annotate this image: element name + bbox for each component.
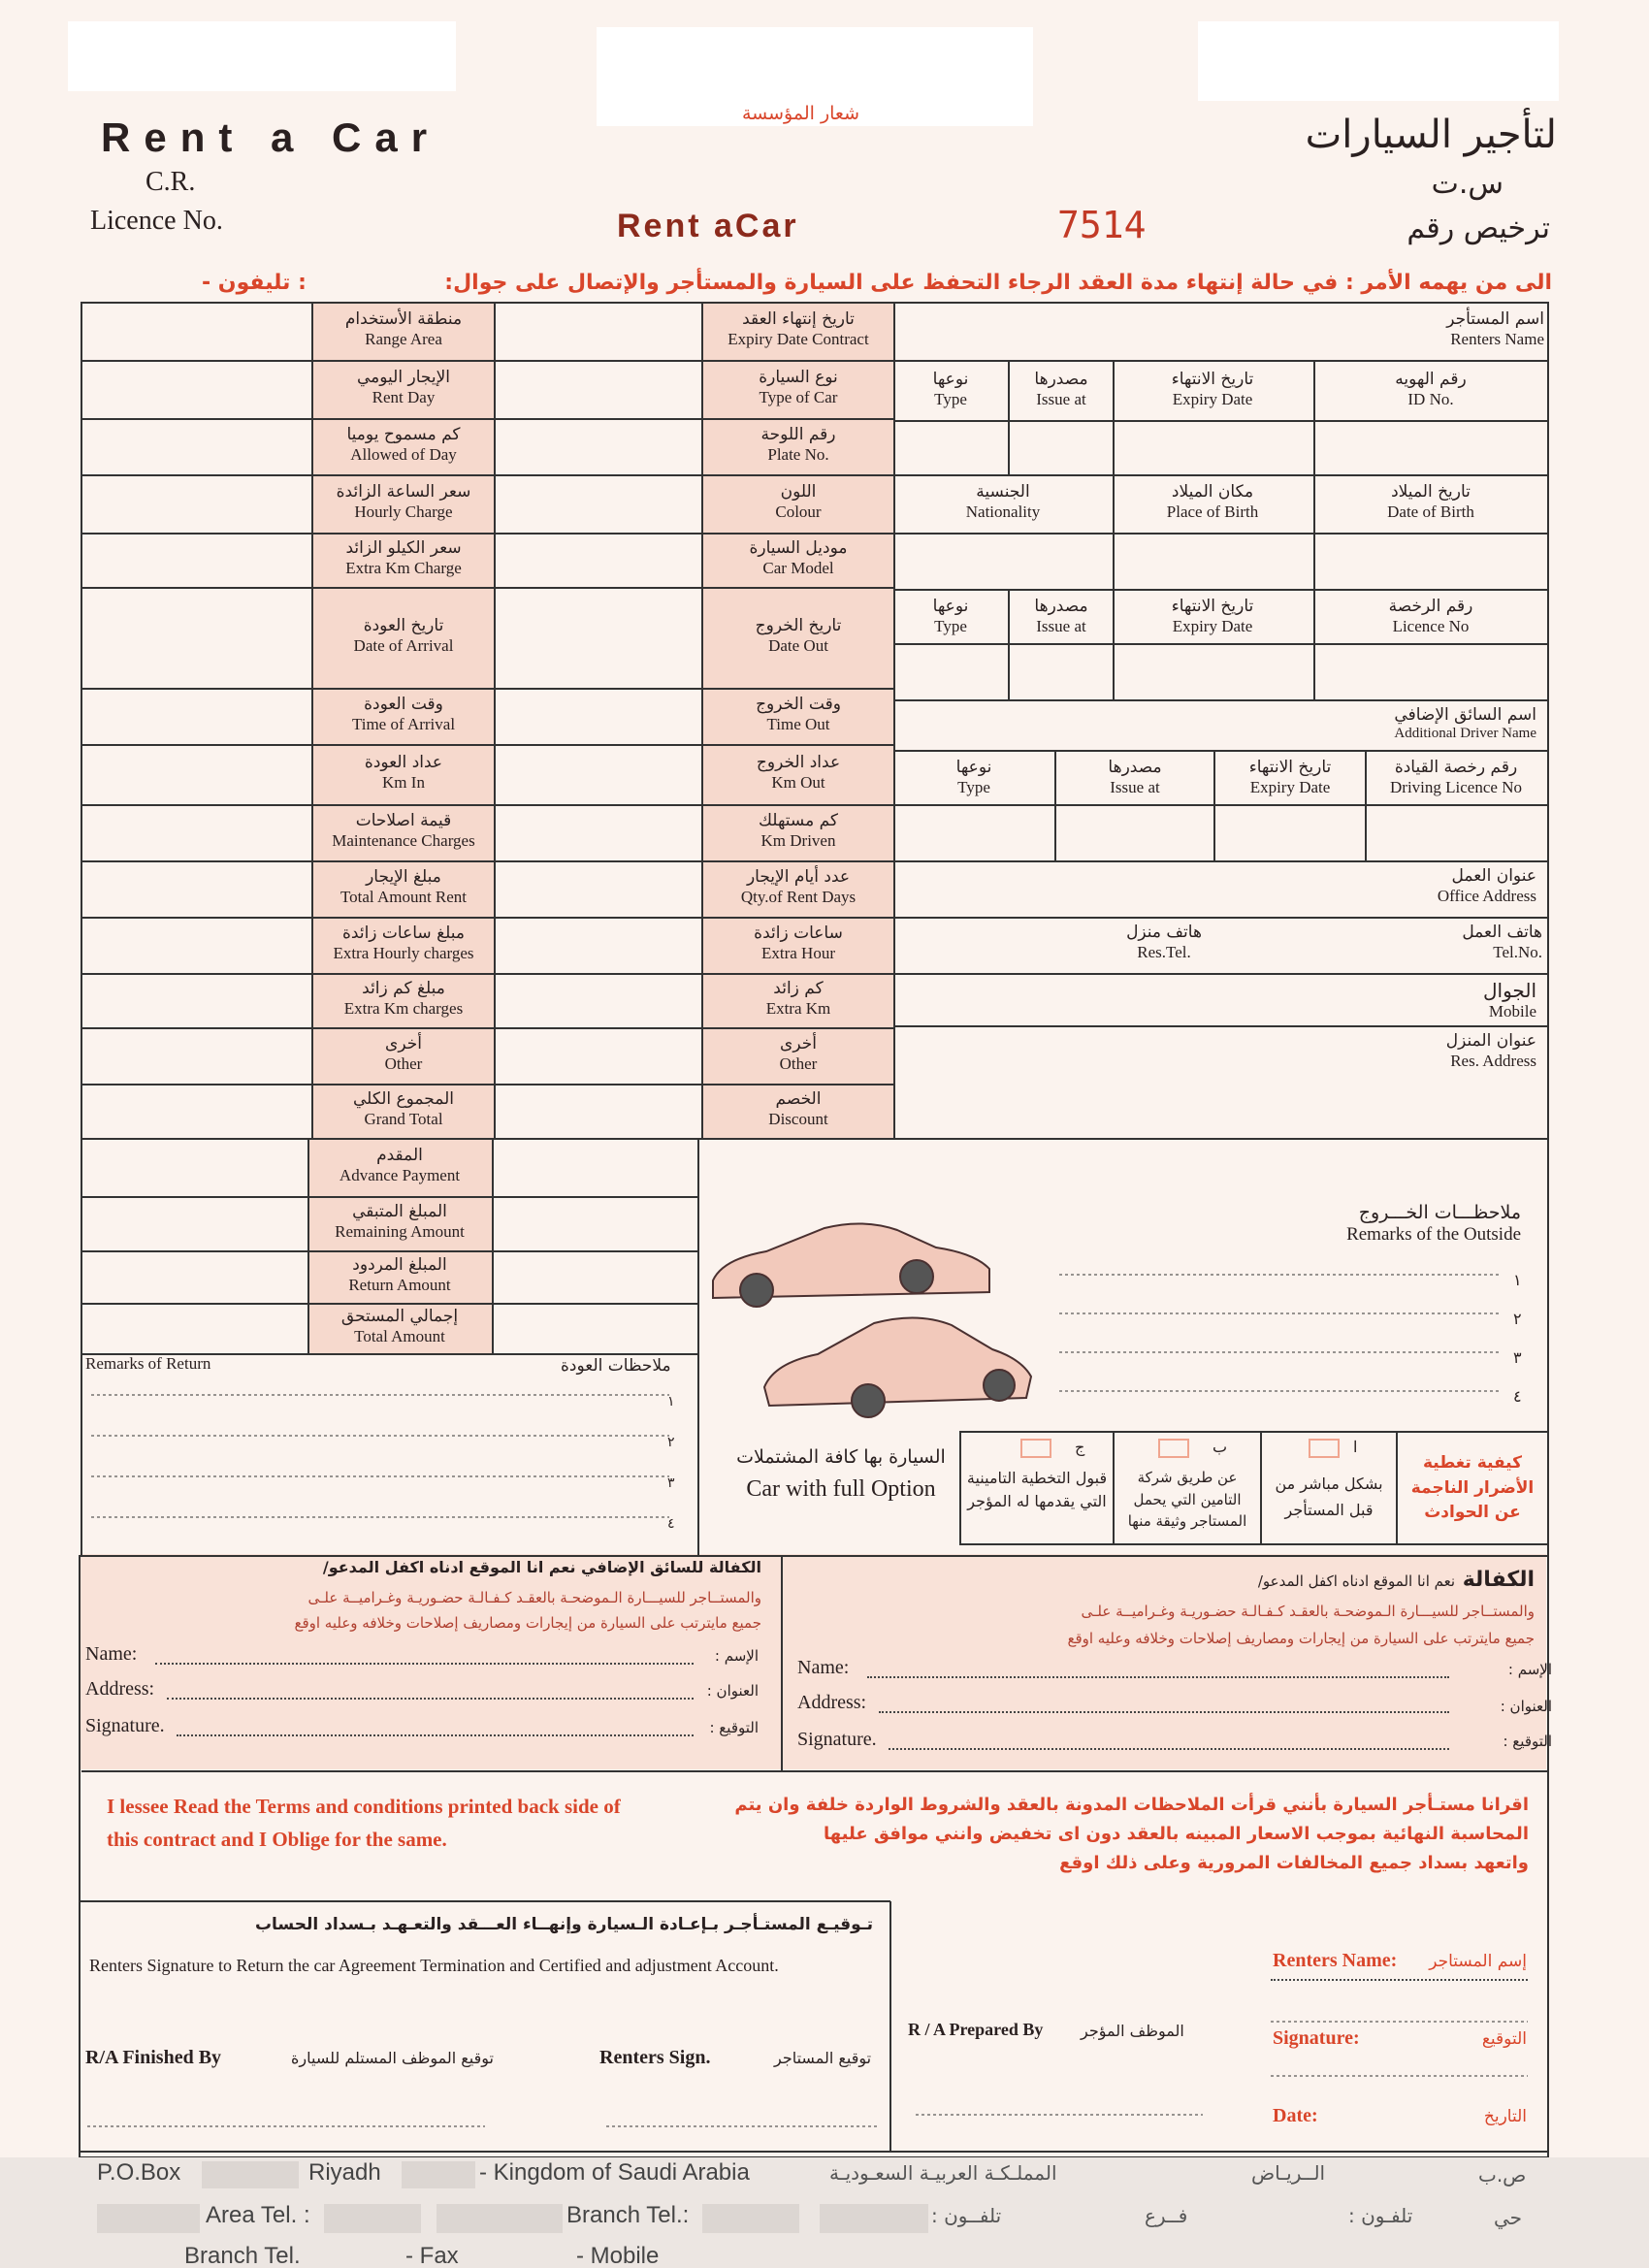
finished-by-label: R/A Finished By <box>85 2047 222 2068</box>
dl-issue-label: مصدرها Issue at <box>1108 758 1162 796</box>
mid-field-label: ساعات زائدة Extra Hour <box>754 923 843 962</box>
id-issue-label: مصدرها Issue at <box>1034 370 1088 408</box>
guarantee-left-name-ar: الإسم : <box>714 1647 759 1665</box>
licence-label: Licence No. <box>90 206 223 236</box>
terms-en-2: this contract and I Oblige for the same. <box>107 1828 447 1851</box>
guarantee-left-name-line <box>155 1663 694 1665</box>
terms-en-1: I lessee Read the Terms and conditions printed back side of <box>107 1795 621 1818</box>
guarantee-right-name: Name: <box>797 1657 850 1678</box>
cr-label: C.R. <box>146 167 196 197</box>
left-field-label: قيمة اصلاحات Maintenance Charges <box>332 811 475 850</box>
footer-mobile: - Mobile <box>576 2243 660 2268</box>
licence-no-label: رقم الرخصة Licence No <box>1388 597 1473 635</box>
logo-placeholder: شعار المؤسسة <box>742 103 860 124</box>
guarantee-left-address-ar: العنوان : <box>706 1682 759 1700</box>
left-field-label: المجموع الكلي Grand Total <box>353 1089 454 1128</box>
guarantee-left-signature-line <box>177 1734 694 1736</box>
finished-by-label-ar: توقيع الموظف المستلم للسيارة <box>291 2049 494 2067</box>
additional-driver-label: اسم السائق الإضافي Additional Driver Name <box>1394 705 1536 741</box>
guarantee-left-address-line <box>167 1698 694 1700</box>
guarantee-right-signature-ar: التوقيع : <box>1503 1733 1552 1750</box>
mobile-label: الجوال Mobile <box>1483 979 1536 1021</box>
pob-label: مكان الميلاد Place of Birth <box>1166 482 1259 521</box>
left-field-label: مبلغ كم زائد Extra Km charges <box>343 979 464 1018</box>
notice-text: الى من يهمه الأمر : في حالة إنتهاء مدة العقد الرجاء التحفظ على السيارة والمستأجر والإتصال على جوال: <box>444 271 1552 295</box>
return-sig-ar: تـوقيـع المستـأجـر بـإعـادة الـسيارة وإنهــاء العـــقد والتعـهـد بـسداد الحساب <box>254 1915 873 1934</box>
left-field-label: مبلغ الإيجار Total Amount Rent <box>340 867 468 906</box>
remarks-return-label-ar: ملاحظات العودة <box>561 1356 671 1376</box>
mid-field-label: نوع السيارة Type of Car <box>759 368 838 406</box>
left-field-label: المبلغ المردود Return Amount <box>348 1255 451 1294</box>
redacted-block <box>402 2161 475 2188</box>
lic-expiry-label: تاريخ الانتهاء Expiry Date <box>1171 597 1254 635</box>
cr-label-ar: س.ت <box>1431 167 1504 201</box>
redacted-block <box>97 2204 200 2233</box>
remarks-return-label: Remarks of Return <box>85 1354 211 1373</box>
left-field-label: المقدم Advance Payment <box>339 1146 461 1184</box>
guarantee-right-address-line <box>879 1711 1449 1713</box>
redacted-block <box>820 2204 928 2233</box>
guarantee-right-title: الكفالة نعم انا الموقع ادناه اكفل المدعو/ <box>1257 1568 1535 1592</box>
res-tel-label: هاتف منزل Res.Tel. <box>1126 923 1202 961</box>
mid-field-label: أخرى Other <box>779 1034 818 1073</box>
dl-type-label: نوعها Type <box>955 758 992 796</box>
coverage-a: بشكل مباشر من قبل المستأجر <box>1275 1474 1383 1520</box>
renters-sign-label-ar: توقيع المستاجر <box>774 2049 872 2067</box>
dob-label: تاريخ الميلاد Date of Birth <box>1387 482 1474 521</box>
prepared-by-label: R / A Prepared By <box>908 2020 1044 2039</box>
terms-ar-2: المحاسبة النهائية بموجب الاسعار المبينه بالعقد دون اى تخفيض وانني موافق عليها <box>824 1824 1529 1844</box>
full-option-label: السيارة بها كافة المشتملات Car with full Option <box>736 1446 946 1502</box>
return-sig-en: Renters Signature to Return the car Agreement Termination and Certified and adjustment Account. <box>89 1956 779 1975</box>
left-field-label: مبلغ ساعات زائدة Extra Hourly charges <box>333 923 474 962</box>
coverage-a-letter: ا <box>1353 1440 1358 1456</box>
coverage-c: قبول التخطية التامينية التي يقدمها له المؤجر <box>966 1469 1108 1510</box>
footer-pobox: P.O.Box <box>97 2159 181 2186</box>
footer-kingdom-ar: المملـكـة العربيـة السعـوديـة <box>829 2161 1057 2185</box>
left-field-label: سعر الساعة الزائدة Hourly Charge <box>336 482 471 521</box>
footer-branch-ar: فــرع <box>1145 2204 1188 2227</box>
guarantee-right-name-ar: الإسم : <box>1507 1661 1552 1678</box>
lic-type-label: نوعها Type <box>932 597 969 635</box>
left-field-label: إجمالي المستحق Total Amount <box>340 1307 459 1345</box>
nationality-label: الجنسية Nationality <box>965 482 1041 521</box>
mid-field-label: عداد الخروج Km Out <box>756 753 841 792</box>
left-field-label: كم مسموح يوميا Allowed of Day <box>346 425 461 464</box>
left-field-label: تاريخ العودة Date of Arrival <box>353 616 454 655</box>
contract-number: 7514 <box>1057 204 1147 246</box>
guarantee-left-address: Address: <box>85 1678 155 1700</box>
guarantee-left-signature: Signature. <box>85 1715 165 1736</box>
guarantee-left-title: الكفالة للسائق الإضافي نعم انا الموقع ادناه اكفل المدعو/ <box>322 1558 761 1576</box>
coverage-title: كيفية تغطية الأضرار الناجمة عن الحوادث <box>1410 1453 1535 1522</box>
mid-field-label: الخصم Discount <box>768 1089 828 1128</box>
renters-sign-label: Renters Sign. <box>599 2047 711 2068</box>
remarks-outside-label: ملاحظـــات الخـــروج Remarks of the Outside <box>1346 1202 1521 1245</box>
left-field-label: المبلغ المتبقي Remaining Amount <box>335 1202 465 1241</box>
prepared-by-label-ar: الموظف المؤجر <box>1081 2022 1184 2040</box>
left-field-label: الإيجار اليومي Rent Day <box>356 368 450 406</box>
remarks-outside-numbers: ١ ٢ ٣ ٤ <box>1513 1271 1522 1406</box>
footer-branch2: Branch Tel. <box>184 2243 301 2268</box>
footer-riyadh-ar: الــريـاض <box>1251 2161 1326 2185</box>
footer-fax: - Fax <box>405 2243 459 2268</box>
footer-pobox-ar: ص.ب <box>1478 2163 1527 2187</box>
work-tel-label: هاتف العمل Tel.No. <box>1462 923 1542 961</box>
company-title-ar: لتأجير السيارات <box>1305 113 1557 157</box>
renter-date-label-ar: التاريخ <box>1483 2107 1527 2126</box>
id-expiry-label: تاريخ الانتهاء Expiry Date <box>1171 370 1254 408</box>
mid-field-label: رقم اللوحة Plate No. <box>760 425 836 464</box>
coverage-b: عن طريق شركة التامين التي يحمل المستاجر وثيقة منها <box>1127 1469 1247 1530</box>
redacted-block <box>202 2161 299 2188</box>
guarantee-left-name: Name: <box>85 1643 138 1665</box>
redacted-block <box>702 2204 799 2233</box>
left-field-label: عداد العودة Km In <box>364 753 443 792</box>
mid-field-label: كم زائد Extra Km <box>765 979 831 1018</box>
footer-district-ar: حي <box>1494 2206 1523 2229</box>
guarantee-left-body1: والمستــاجر للسيـــارة الـموضحـة بالعقـد كـفـالـة حضـوريـة وغـراميــة علـى <box>307 1589 761 1606</box>
guarantee-right-signature: Signature. <box>797 1729 877 1750</box>
renter-name-line <box>1271 1979 1528 1981</box>
footer-kingdom: - Kingdom of Saudi Arabia <box>479 2159 750 2186</box>
left-field-label: أخرى Other <box>384 1034 423 1073</box>
lic-issue-label: مصدرها Issue at <box>1034 597 1088 635</box>
id-no-label: رقم الهويه ID No. <box>1395 370 1467 408</box>
guarantee-right-body2: جميع مايترتب على السيارة من إيجارات ومصاريف إصلاحات وخلافه وعليه اوقع <box>1067 1630 1535 1647</box>
footer-branch-tel: Branch Tel.: <box>566 2202 690 2228</box>
res-address-label: عنوان المنزل Res. Address <box>1445 1031 1536 1070</box>
mid-field-label: عدد أيام الإيجار Qty.of Rent Days <box>740 867 857 906</box>
left-field-label: سعر الكيلو الزائد Extra Km Charge <box>345 538 462 577</box>
left-field-label: منطقة الأستخدام Range Area <box>344 309 463 348</box>
renter-name-label: اسم المستأجر Renters Name <box>1446 309 1544 348</box>
mid-field-label: موديل السيارة Car Model <box>749 538 848 577</box>
left-field-label: وقت العودة Time of Arrival <box>351 695 456 733</box>
redacted-block <box>436 2204 563 2233</box>
guarantee-left-body2: جميع مايترتب على السيارة من إيجارات ومصاريف إصلاحات وخلافه وعليه اوقع <box>294 1614 761 1632</box>
terms-ar-3: واتعهد بسداد جميع المخالفات المرورية وعلى ذلك اوقع <box>1059 1853 1529 1873</box>
guarantee-right-address-ar: العنوان : <box>1500 1698 1552 1715</box>
guarantee-left-signature-ar: التوقيع : <box>709 1719 759 1736</box>
terms-ar-1: اقرانا مستـأجر السيارة بأنني قرأت الملاحظات المدونة بالعقد والشروط الواردة خلفة وان يتم <box>734 1795 1529 1815</box>
guarantee-right-address: Address: <box>797 1692 867 1713</box>
footer-area-tel: Area Tel. : <box>206 2202 310 2228</box>
footer-riyadh: Riyadh <box>308 2159 381 2186</box>
brand-logo: Rent aCar <box>617 208 799 244</box>
mid-field-label: كم مستهلك Km Driven <box>758 811 838 850</box>
licence-label-ar: ترخيص رقم <box>1406 211 1550 245</box>
renter-signature-label-ar: التوقيع <box>1481 2029 1527 2049</box>
footer-phone-ar: تلفــون : <box>931 2204 1002 2227</box>
renter-signature-label: Signature: <box>1273 2027 1360 2049</box>
mid-field-label: تاريخ إنتهاء العقد Expiry Date Contract <box>728 309 869 348</box>
guarantee-right-body1: والمستــاجر للسيـــارة الـموضحـة بالعقـد كـفـالـة حضـوريـة وغـراميــة علـى <box>1081 1603 1535 1620</box>
guarantee-right-signature-line <box>889 1748 1449 1750</box>
renter-name-sig-label-ar: إسم المستاجر <box>1429 1952 1527 1971</box>
guarantee-right-name-line <box>867 1676 1449 1678</box>
redacted-block <box>324 2204 421 2233</box>
renter-date-label: Date: <box>1273 2105 1318 2126</box>
company-title-en: Rent a Car <box>101 114 441 160</box>
dl-expiry-label: تاريخ الانتهاء Expiry Date <box>1248 758 1332 796</box>
office-address-label: عنوان العمل Office Address <box>1437 866 1536 905</box>
driving-licence-label: رقم رخصة القيادة Driving Licence No <box>1390 758 1522 796</box>
mid-field-label: وقت الخروج Time Out <box>756 695 841 733</box>
coverage-b-letter: ب <box>1212 1438 1228 1456</box>
remarks-return-numbers: ١ ٢ ٣ ٤ <box>667 1394 675 1532</box>
footer-phone2-ar: تلفـون : <box>1348 2204 1413 2227</box>
id-type-label: نوعها Type <box>932 370 969 408</box>
coverage-c-letter: ج <box>1075 1438 1085 1456</box>
mid-field-label: اللون Colour <box>775 482 822 521</box>
mid-field-label: تاريخ الخروج Date Out <box>755 616 842 655</box>
notice-phone: - تليفون : <box>202 271 307 295</box>
renter-name-sig-label: Renters Name: <box>1273 1950 1398 1971</box>
